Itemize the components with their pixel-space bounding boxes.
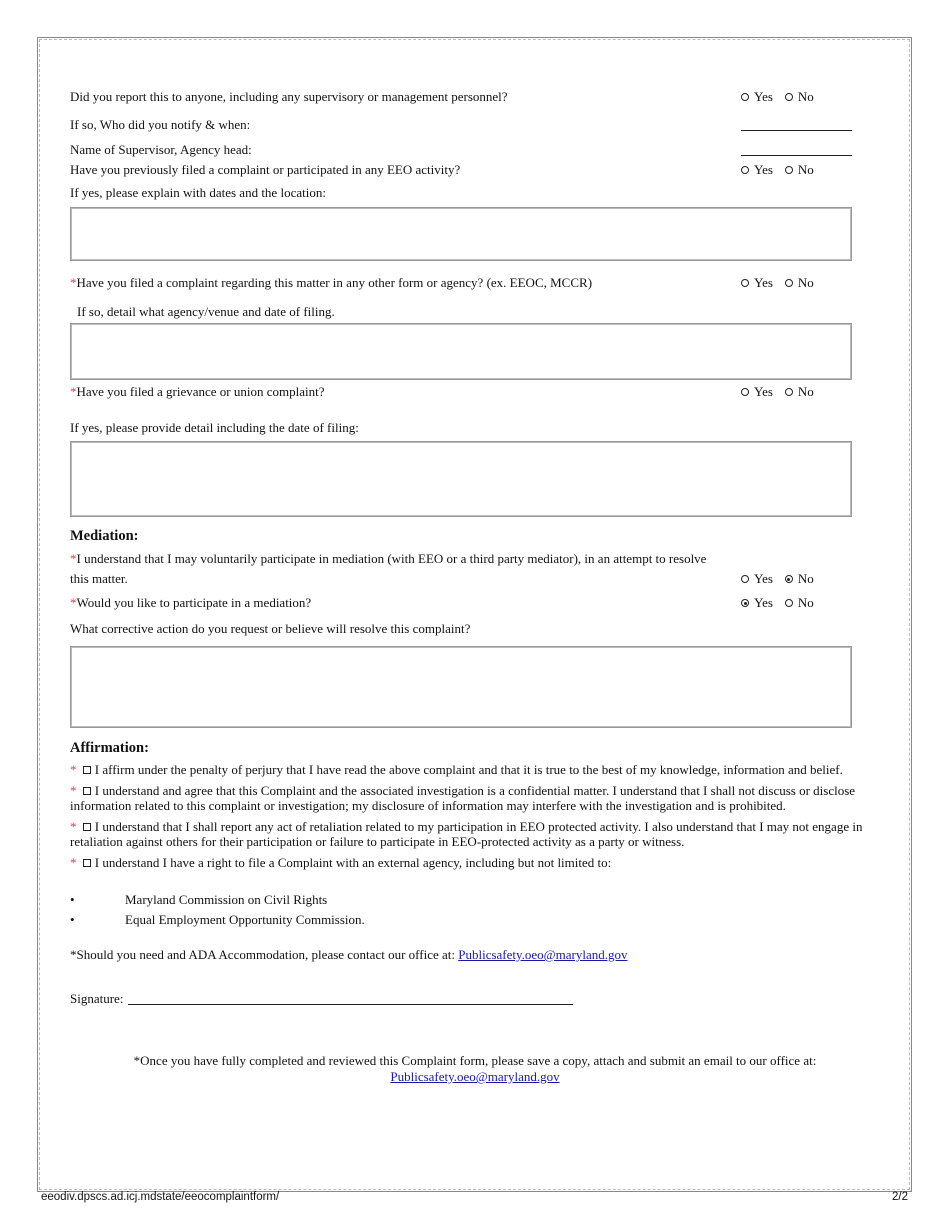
radio-circle[interactable] bbox=[741, 388, 749, 396]
required-mark: * bbox=[70, 855, 77, 870]
radio-label: Yes bbox=[754, 162, 773, 177]
mediation-participate bbox=[70, 595, 311, 611]
question-text: I understand that I may voluntarily participate in mediation (with EEO or a third party mediator), in an attempt to resolve bbox=[76, 551, 707, 566]
affirmation-item-2 bbox=[70, 783, 900, 813]
affirmation-text: I affirm under the penalty of perjury that I have read the above complaint and that it is true to the best of my knowledge, information and belief. bbox=[94, 762, 843, 777]
closing-text: *Once you have fully completed and reviewed this Complaint form, please save a copy, attach and submit an email to our office at: bbox=[133, 1053, 817, 1068]
agency-name: Maryland Commission on Civil Rights bbox=[125, 892, 328, 907]
radio-label: Yes bbox=[754, 571, 773, 586]
question-supervisor: Name of Supervisor, Agency head: bbox=[70, 142, 252, 157]
question-grievance bbox=[70, 384, 325, 400]
radio-label: No bbox=[797, 595, 814, 610]
radio-circle[interactable] bbox=[785, 388, 793, 396]
question-grievance-detail: If yes, please provide detail including the date of filing: bbox=[70, 420, 359, 435]
corrective-textbox[interactable] bbox=[70, 646, 852, 728]
agency-textbox[interactable] bbox=[70, 323, 852, 380]
radio-group-reported bbox=[741, 89, 826, 105]
affirmation-heading: Affirmation: bbox=[70, 740, 149, 756]
radio-label: Yes bbox=[754, 384, 773, 399]
question-prev-complaint: Have you previously filed a complaint or participated in any EEO activity? bbox=[70, 162, 461, 177]
supervisor-field[interactable] bbox=[741, 143, 852, 156]
question-corrective: What corrective action do you request or believe will resolve this complaint? bbox=[70, 621, 471, 636]
question-filed-other bbox=[70, 275, 592, 291]
grievance-textbox[interactable] bbox=[70, 441, 852, 517]
closing-email-link[interactable]: Publicsafety.oeo@maryland.gov bbox=[390, 1069, 560, 1084]
question-reported: Did you report this to anyone, including any supervisory or management personnel? bbox=[70, 89, 508, 104]
required-mark: * bbox=[70, 595, 77, 610]
required-mark: * bbox=[70, 762, 77, 777]
required-mark: * bbox=[70, 384, 77, 399]
signature-field[interactable] bbox=[128, 1004, 573, 1005]
radio-circle[interactable] bbox=[785, 166, 793, 174]
radio-participate-no[interactable] bbox=[785, 595, 814, 611]
required-mark: * bbox=[70, 819, 77, 834]
radio-group-participate bbox=[741, 595, 826, 611]
affirm-checkbox-2[interactable] bbox=[83, 787, 91, 795]
radio-participate-yes[interactable] bbox=[741, 595, 773, 611]
ada-notice bbox=[70, 947, 628, 963]
radio-label: No bbox=[797, 89, 814, 104]
radio-understand-no[interactable] bbox=[785, 571, 814, 587]
agency-name: Equal Employment Opportunity Commission. bbox=[125, 912, 365, 927]
radio-circle[interactable] bbox=[741, 279, 749, 287]
footer-page-number: 2/2 bbox=[892, 1191, 908, 1203]
radio-label: No bbox=[797, 275, 814, 290]
radio-group-understand bbox=[741, 571, 826, 587]
radio-label: Yes bbox=[754, 595, 773, 610]
affirmation-item-4 bbox=[70, 855, 900, 870]
radio-label: No bbox=[797, 571, 814, 586]
affirmation-text: I understand I have a right to file a Complaint with an external agency, including but not limited to: bbox=[94, 855, 612, 870]
question-text: Have you filed a grievance or union complaint? bbox=[76, 384, 325, 399]
radio-group-filed-other bbox=[741, 275, 826, 291]
mediation-understand-line2: this matter. bbox=[70, 571, 128, 586]
radio-grievance-no[interactable] bbox=[785, 384, 814, 400]
radio-prev-yes[interactable] bbox=[741, 162, 773, 178]
radio-filed-yes[interactable] bbox=[741, 275, 773, 291]
agency-bullet-1: • Maryland Commission on Civil Rights bbox=[70, 892, 328, 907]
affirm-checkbox-4[interactable] bbox=[83, 859, 91, 867]
closing-notice bbox=[0, 1053, 950, 1085]
affirmation-text: I understand that I shall report any act of retaliation related to my participation in EEO protected activity. I also understand that I may not engage in retaliation against others for their participation or failure to participate in EEO-protected activity as a party or witness. bbox=[70, 819, 863, 849]
radio-circle[interactable] bbox=[785, 599, 793, 607]
radio-reported-no[interactable] bbox=[785, 89, 814, 105]
mediation-heading: Mediation: bbox=[70, 528, 139, 544]
ada-email-link[interactable]: Publicsafety.oeo@maryland.gov bbox=[458, 947, 628, 962]
required-mark: * bbox=[70, 275, 77, 290]
radio-label: Yes bbox=[754, 89, 773, 104]
radio-circle-selected[interactable] bbox=[741, 599, 749, 607]
radio-grievance-yes[interactable] bbox=[741, 384, 773, 400]
radio-reported-yes[interactable] bbox=[741, 89, 773, 105]
radio-label: No bbox=[797, 384, 814, 399]
affirm-checkbox-1[interactable] bbox=[83, 766, 91, 774]
radio-circle[interactable] bbox=[741, 166, 749, 174]
required-mark: * bbox=[70, 783, 77, 798]
affirm-checkbox-3[interactable] bbox=[83, 823, 91, 831]
question-notify: If so, Who did you notify & when: bbox=[70, 117, 251, 132]
notify-field[interactable] bbox=[741, 118, 852, 131]
radio-prev-no[interactable] bbox=[785, 162, 814, 178]
affirmation-text: I understand and agree that this Complaint and the associated investigation is a confidential matter. I understand that I shall not discuss or disclose information related to this complaint or investigation; my disclosure of information may interfere with the investigation and is prohibited. bbox=[70, 783, 856, 813]
footer-url: eeodiv.dpscs.ad.icj.mdstate/eeocomplaintform/ bbox=[41, 1191, 280, 1203]
radio-circle[interactable] bbox=[785, 93, 793, 101]
radio-circle-selected[interactable] bbox=[785, 575, 793, 583]
radio-circle[interactable] bbox=[741, 575, 749, 583]
question-text: Have you filed a complaint regarding this matter in any other form or agency? (ex. EEOC, MCCR) bbox=[76, 275, 593, 290]
explain-textbox[interactable] bbox=[70, 207, 852, 261]
agency-bullet-2: • Equal Employment Opportunity Commission. bbox=[70, 912, 365, 927]
required-mark: * bbox=[70, 551, 77, 566]
radio-circle[interactable] bbox=[741, 93, 749, 101]
radio-circle[interactable] bbox=[785, 279, 793, 287]
question-text: Would you like to participate in a mediation? bbox=[76, 595, 312, 610]
affirmation-item-3 bbox=[70, 819, 900, 849]
ada-text: *Should you need and ADA Accommodation, please contact our office at: bbox=[70, 947, 459, 962]
question-explain: If yes, please explain with dates and the location: bbox=[70, 185, 326, 200]
radio-group-grievance bbox=[741, 384, 826, 400]
radio-filed-no[interactable] bbox=[785, 275, 814, 291]
signature-label: Signature: bbox=[70, 991, 124, 1006]
mediation-understand-line1 bbox=[70, 551, 706, 567]
radio-label: No bbox=[797, 162, 814, 177]
radio-label: Yes bbox=[754, 275, 773, 290]
radio-group-prev-complaint bbox=[741, 162, 826, 178]
radio-understand-yes[interactable] bbox=[741, 571, 773, 587]
question-detail-agency: If so, detail what agency/venue and date of filing. bbox=[77, 304, 335, 319]
affirmation-item-1 bbox=[70, 762, 900, 777]
